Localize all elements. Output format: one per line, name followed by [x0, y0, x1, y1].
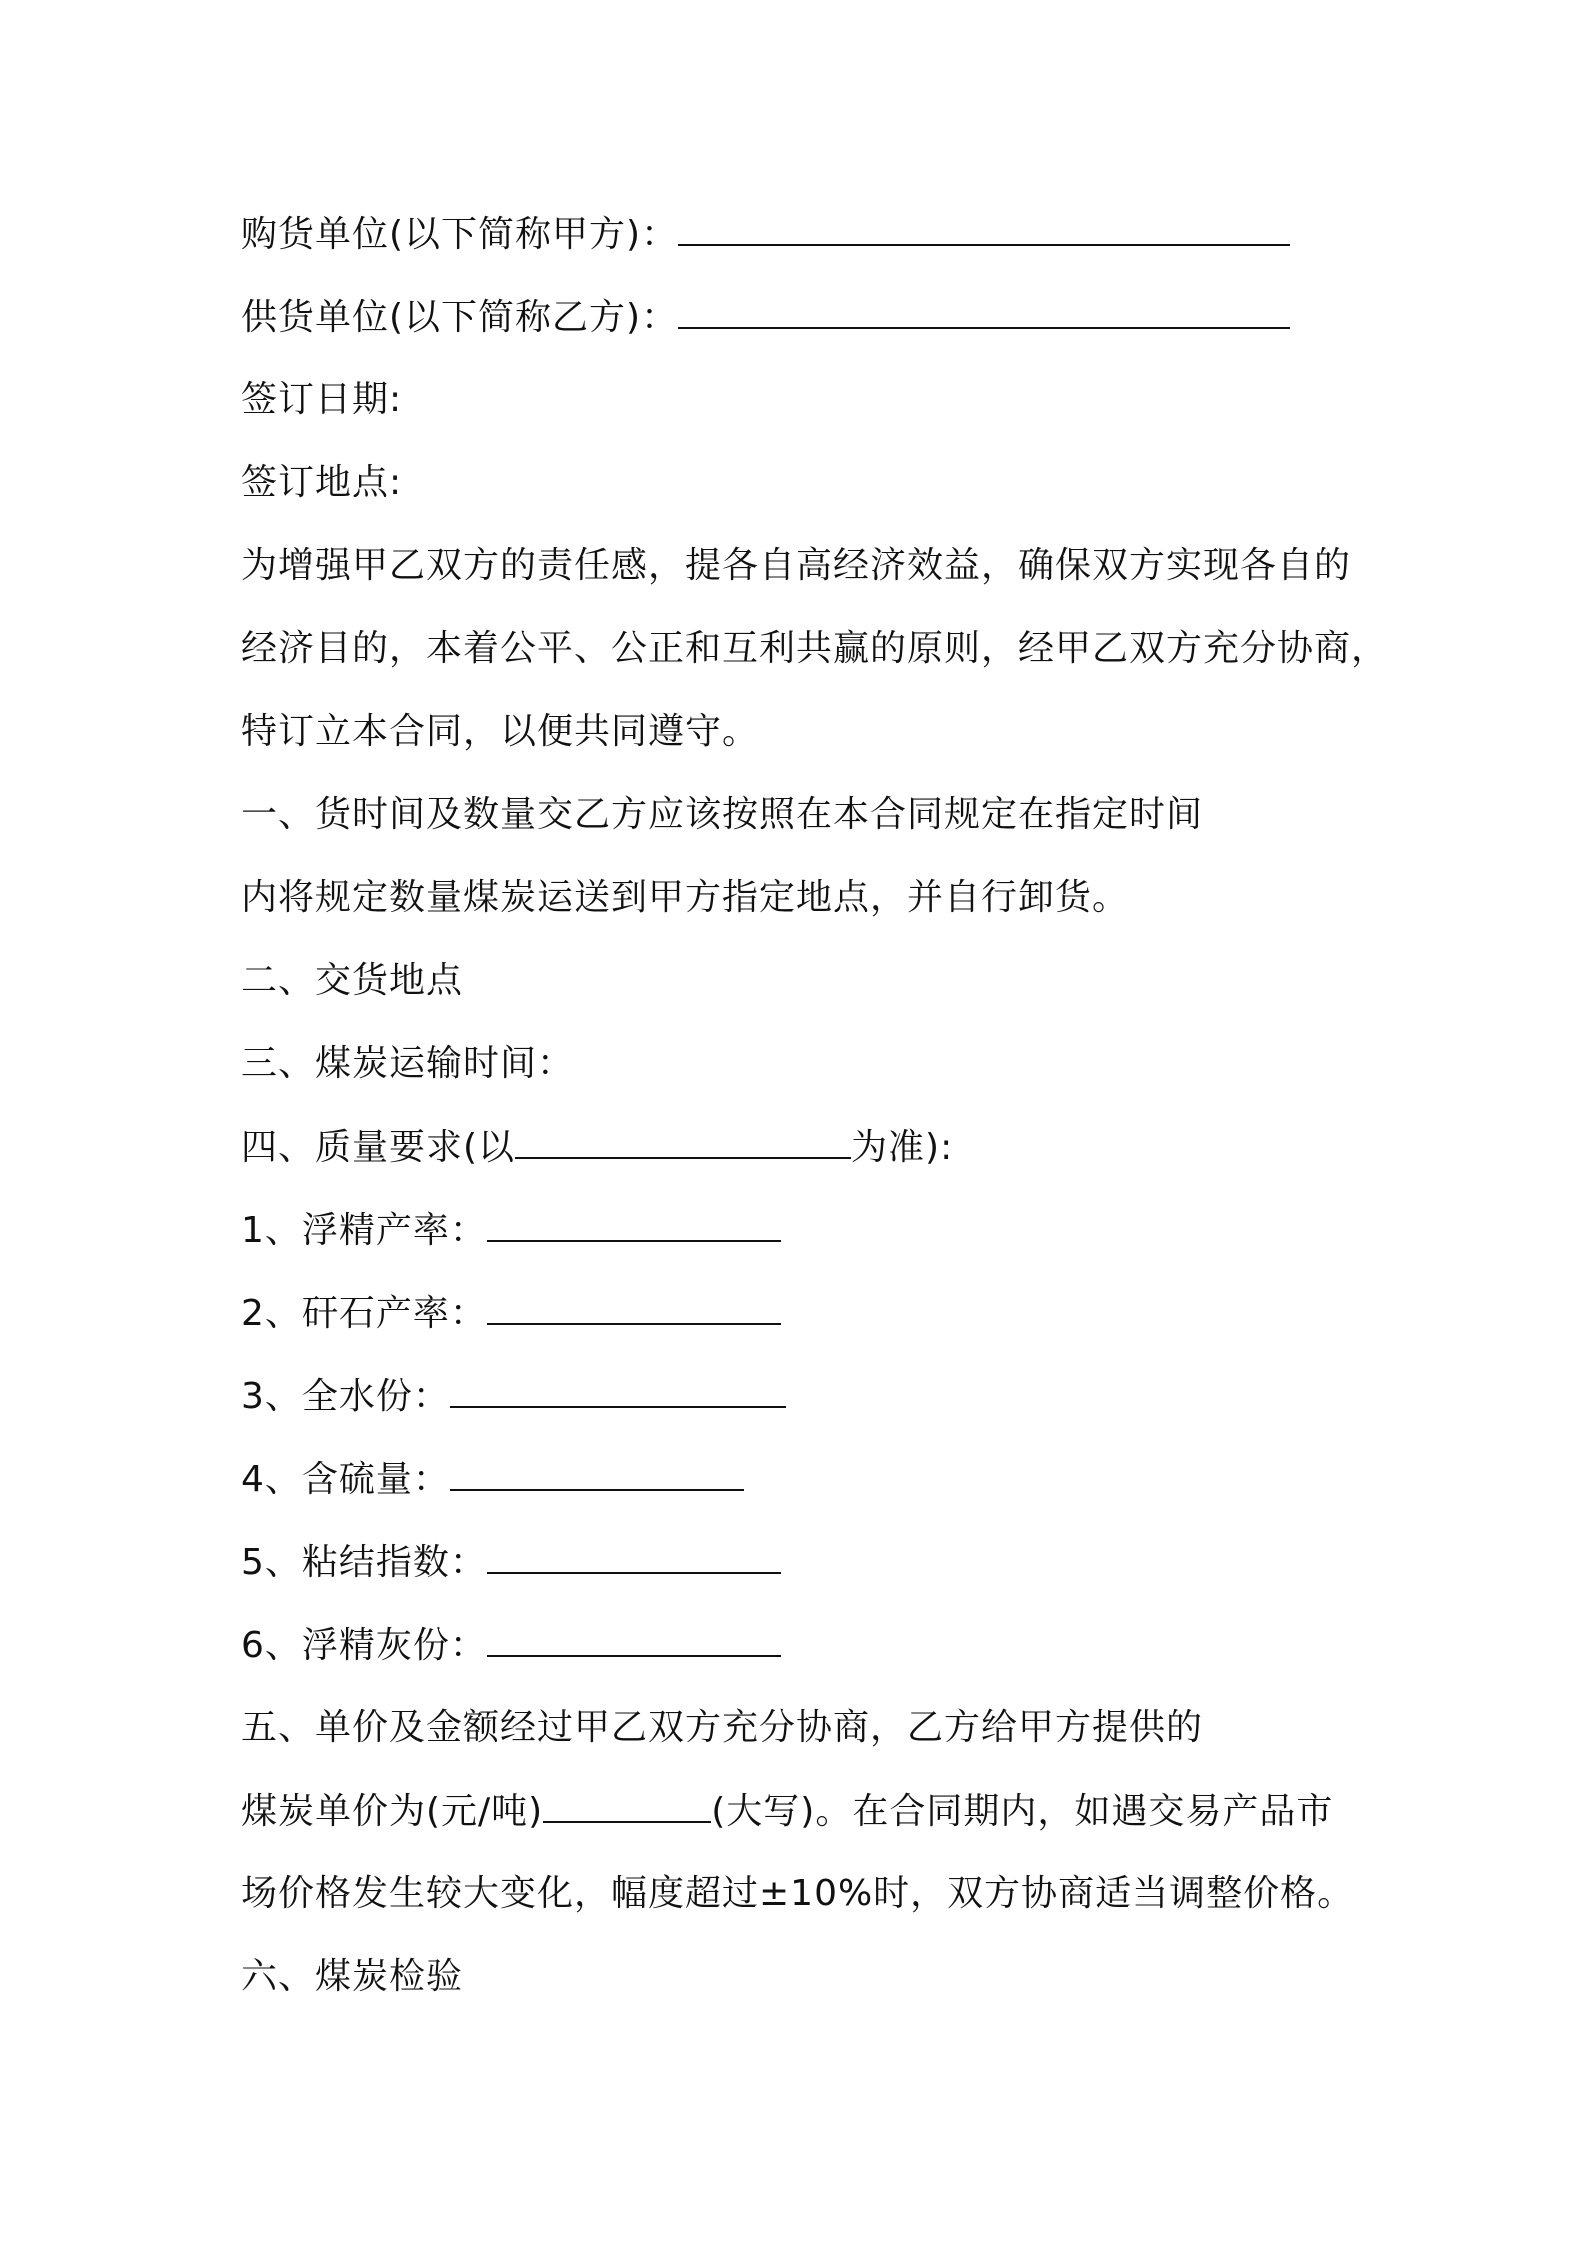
section-2-heading: [241, 957, 463, 1005]
quality-item-5-blank[interactable]: [487, 1538, 781, 1574]
quality-item-6: [241, 1621, 781, 1669]
supplier-label: 供货单位(以下简称乙方)：: [241, 297, 679, 338]
section-5-text-3: 场价格发生较大变化，幅度超过±10%时，双方协商适当调整价格。: [241, 1873, 1355, 1914]
section-1-line-2: [241, 874, 1129, 922]
quality-item-6-label: 6、浮精灰份：: [241, 1625, 487, 1666]
quality-item-2-label: 2、矸石产率：: [241, 1293, 487, 1334]
quality-item-3-label: 3、全水份：: [241, 1376, 450, 1417]
buyer-line: [241, 210, 1290, 258]
intro-text-2: 经济目的，本着公平、公正和互利共赢的原则，经甲乙双方充分协商，: [241, 628, 1389, 669]
sign-place-label: 签订地点:: [241, 462, 403, 503]
section-2-text: 二、交货地点: [241, 960, 464, 1001]
section-4-text-prefix: 四、质量要求(以: [241, 1127, 516, 1168]
intro-line-3: [241, 708, 759, 756]
sign-date-label: 签订日期:: [241, 379, 403, 420]
quality-item-1-label: 1、浮精产率：: [241, 1210, 487, 1251]
supplier-blank[interactable]: [678, 293, 1290, 329]
quality-item-4-label: 4、含硫量：: [241, 1459, 450, 1500]
intro-text-3: 特订立本合同，以便共同遵守。: [241, 711, 760, 752]
section-1-line-1: [241, 791, 1203, 839]
section-5-text-1: 五、单价及金额经过甲乙双方充分协商，乙方给甲方提供的: [241, 1707, 1204, 1748]
quality-item-4-blank[interactable]: [450, 1455, 744, 1491]
supplier-line: [241, 293, 1290, 341]
section-6-text: 六、煤炭检验: [241, 1956, 464, 1997]
quality-item-5-label: 5、粘结指数：: [241, 1542, 487, 1583]
section-5-line-2: [241, 1787, 1333, 1835]
sign-date-line: [241, 376, 402, 424]
intro-line-2: [241, 625, 1388, 673]
buyer-label: 购货单位(以下简称甲方)：: [241, 214, 679, 255]
section-5-line-1: [241, 1704, 1203, 1752]
quality-item-4: [241, 1455, 744, 1503]
sign-place-line: [241, 459, 402, 507]
section-6-heading: [241, 1953, 463, 2001]
quality-item-5: [241, 1538, 781, 1586]
section-4-text-suffix: 为准):: [851, 1127, 954, 1168]
unit-price-blank[interactable]: [543, 1787, 711, 1823]
quality-item-3: [241, 1372, 786, 1420]
unit-price-label: 煤炭单价为(元/吨): [241, 1791, 544, 1832]
section-1-text-2: 内将规定数量煤炭运送到甲方指定地点，并自行卸货。: [241, 877, 1130, 918]
intro-text-1: 为增强甲乙双方的责任感，提各自高经济效益，确保双方实现各自的: [241, 545, 1352, 586]
quality-standard-blank[interactable]: [515, 1123, 851, 1159]
section-1-text-1: 一、货时间及数量交乙方应该按照在本合同规定在指定时间: [241, 794, 1204, 835]
section-3-text: 三、煤炭运输时间：: [241, 1043, 575, 1084]
section-4-heading: [241, 1123, 953, 1171]
intro-line-1: [241, 542, 1351, 590]
section-3-heading: [241, 1040, 574, 1088]
section-5-text-2: (大写)。在合同期内，如遇交易产品市: [711, 1791, 1334, 1832]
quality-item-2-blank[interactable]: [487, 1289, 781, 1325]
section-5-line-3: [241, 1870, 1354, 1918]
quality-item-6-blank[interactable]: [487, 1621, 781, 1657]
quality-item-2: [241, 1289, 781, 1337]
quality-item-1: [241, 1206, 781, 1254]
buyer-blank[interactable]: [678, 210, 1290, 246]
quality-item-1-blank[interactable]: [487, 1206, 781, 1242]
quality-item-3-blank[interactable]: [450, 1372, 786, 1408]
